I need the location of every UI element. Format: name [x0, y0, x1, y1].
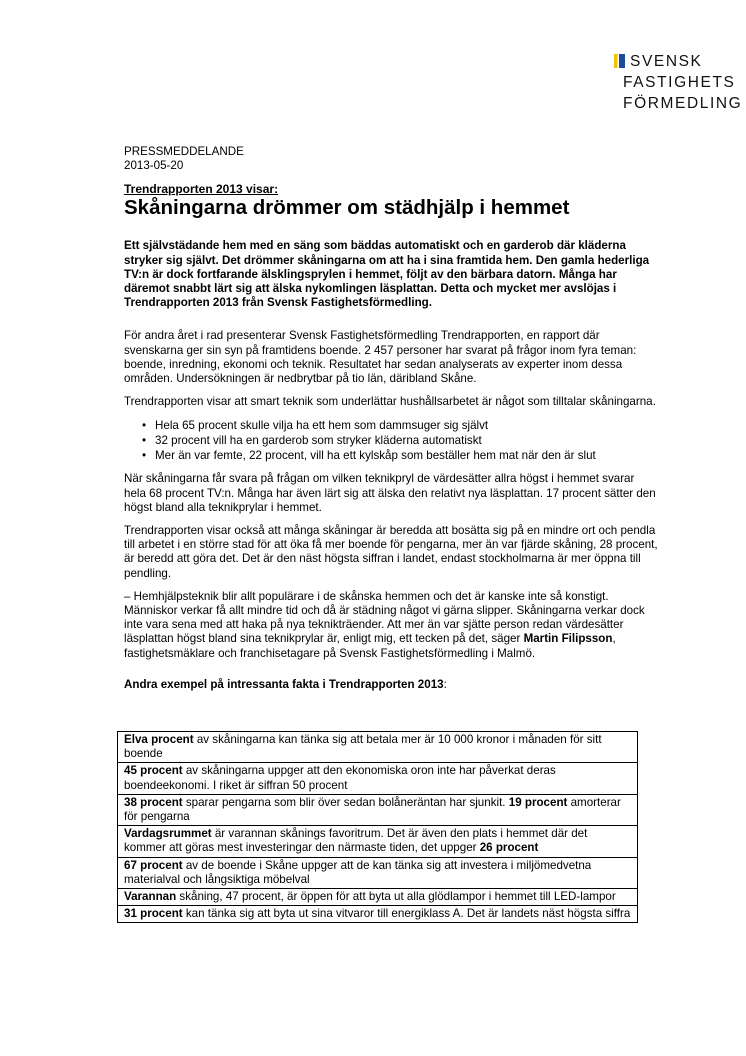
lead-paragraph: Ett självstädande hem med en säng som bäddas automatiskt och en garderob där kläderna stryker sig självt. Det drömmer skåningarna om att ha i sina framtida hem. Den gamla hederliga TV:n är dock fortfarande älsklingsprylen i hemmet, följt av den bärbara datorn. Många har däremot snabbt lärt sig att älska nykomlingen läsplattan. Detta och mycket mer avslöjas i Trendrapporten 2013 från Svensk Fastighetsförmedling. — [124, 239, 650, 310]
examples-heading — [124, 678, 659, 692]
table-cell — [118, 732, 638, 763]
body-paragraph-1: För andra året i rad presenterar Svensk Fastighetsförmedling Trendrapporten, en rapport där svenskarna ger sin syn på framtidens boende. 2 457 personer har svarat på frågor inom fyra teman: boende, inredning, ekonomi och teknik. Resultatet har sedan analyserats av experter inom dessa områden. Undersökningen är nedbrytbar på tio län, däribland Skåne. — [124, 329, 637, 386]
headline-kicker: Trendrapporten 2013 visar: — [124, 182, 279, 197]
table-cell — [118, 794, 638, 825]
examples-heading-text: Andra exempel på intressanta fakta i Trendrapporten 2013 — [124, 677, 444, 691]
quote-paragraph — [124, 590, 659, 661]
fact-text: av skåningarna uppger att den ekonomiska oron inte har påverkat deras boendeekonomi. I riket är siffran 50 procent — [124, 764, 556, 792]
table-row — [118, 732, 638, 763]
quote-text: – Hemhjälpsteknik blir allt populärare i de skånska hemmen och det är kanske inte så konstigt. Människor verkar få allt mindre tid och då är städning något vi gärna slipper. Skåningarna verkar dock inte vara sena med att haka på nya teknikträender. Att mer än var sjätte person redan värdesätter läsplattan högst bland sina teknikprylar är, enligt mig, ett tecken på det, säger — [124, 589, 645, 646]
fact-highlight: 31 procent — [124, 907, 183, 921]
fact-highlight: 38 procent — [124, 795, 183, 809]
logo-text-formedling: FÖRMEDLING — [623, 95, 743, 112]
fact-highlight: 67 procent — [124, 858, 183, 872]
fact-text: sparar pengarna som blir över sedan bolåneräntan har sjunkit. — [182, 795, 509, 809]
table-cell — [118, 826, 638, 857]
table-cell — [118, 763, 638, 794]
table-row — [118, 794, 638, 825]
quote-speaker-title: , fastighetsmäklare och franchisetagare på Svensk Fastighetsförmedling i Malmö. — [124, 632, 616, 660]
release-date: 2013-05-20 — [124, 159, 184, 173]
table-row — [118, 826, 638, 857]
table-cell — [118, 857, 638, 888]
body-paragraph-2: Trendrapporten visar att smart teknik som underlättar hushållsarbetet är något som tilltalar skåningarna. — [124, 395, 656, 409]
fact-text: skåning, 47 procent, är öppen för att byta ut alla glödlampor i hemmet till LED-lampor — [176, 890, 616, 904]
fact-text-secondary: amorterar för pengarna — [124, 795, 621, 824]
list-item: • Mer än var femte, 22 procent, vill ha ett kylskåp som beställer hem mat när den är slut — [124, 448, 659, 463]
body-paragraph-3: När skåningarna får svara på frågan om vilken teknikpryl de värdesätter allra högst i hemmet svarar hela 68 procent TV:n. Många har även lärt sig att älska den relativt nya läsplattan. 17 procent sätter den högst bland alla teknikprylar i hemmet. — [124, 472, 656, 514]
table-row — [118, 906, 638, 923]
fact-highlight: 45 procent — [124, 764, 183, 778]
logo-line-1 — [614, 51, 724, 72]
fact-highlight: Vardagsrummet — [124, 827, 212, 841]
fact-text: är varannan skånings favoritrum. Det är även den plats i hemmet där det kommer att göras mest investeringar den närmaste tiden, det uppger — [124, 827, 588, 855]
table-row — [118, 763, 638, 794]
list-item: • Hela 65 procent skulle vilja ha ett hem som dammsuger sig självt — [124, 418, 659, 433]
fact-highlight-secondary: 19 procent — [508, 795, 568, 809]
press-release-body — [124, 145, 659, 704]
fact-text: kan tänka sig att byta ut sina vitvaror till energiklass A. Det är landets näst högsta siffra — [182, 907, 631, 921]
fact-text: av de boende i Skåne uppger att de kan tänka sig att investera i miljömedvetna materialval och långsiktiga möbelval — [124, 858, 592, 886]
list-item: • 32 procent vill ha en garderob som stryker kläderna automatiskt — [124, 433, 659, 448]
logo-text-svensk: SVENSK — [630, 53, 703, 70]
logo-text-fastighets: FASTIGHETS — [623, 74, 736, 91]
headline-title: Skåningarna drömmer om städhjälp i hemmet — [124, 196, 570, 220]
examples-heading-colon: : — [443, 677, 447, 691]
fact-text: av skåningarna kan tänka sig att betala mer är 10 000 kronor i månaden för sitt boende — [124, 733, 602, 761]
body-paragraph-4: Trendrapporten visar också att många skåningar är beredda att bosätta sig på en mindre ort och pendla till arbetet i en större stad för att öka få mer boende för pengarna, mer än var fjärde skåning, 28 procent, är beredd att göra det. Det är den näst högsta siffran i landet, endast stockholmarna är mer öppna till pendling. — [124, 524, 658, 580]
facts-table — [117, 731, 638, 923]
table-row — [118, 889, 638, 906]
document-type-label: PRESSMEDDELANDE — [124, 145, 244, 158]
table-cell — [118, 906, 638, 923]
fact-highlight: Elva procent — [124, 733, 194, 746]
table-row — [118, 857, 638, 888]
table-cell — [118, 889, 638, 906]
fact-highlight-secondary: 26 procent — [479, 841, 539, 855]
quote-speaker-name: Martin Filipsson — [523, 632, 613, 646]
statistics-bullet-list — [124, 418, 659, 463]
fact-highlight: Varannan — [124, 890, 177, 904]
company-logo — [614, 51, 743, 114]
flag-icon — [614, 54, 625, 68]
